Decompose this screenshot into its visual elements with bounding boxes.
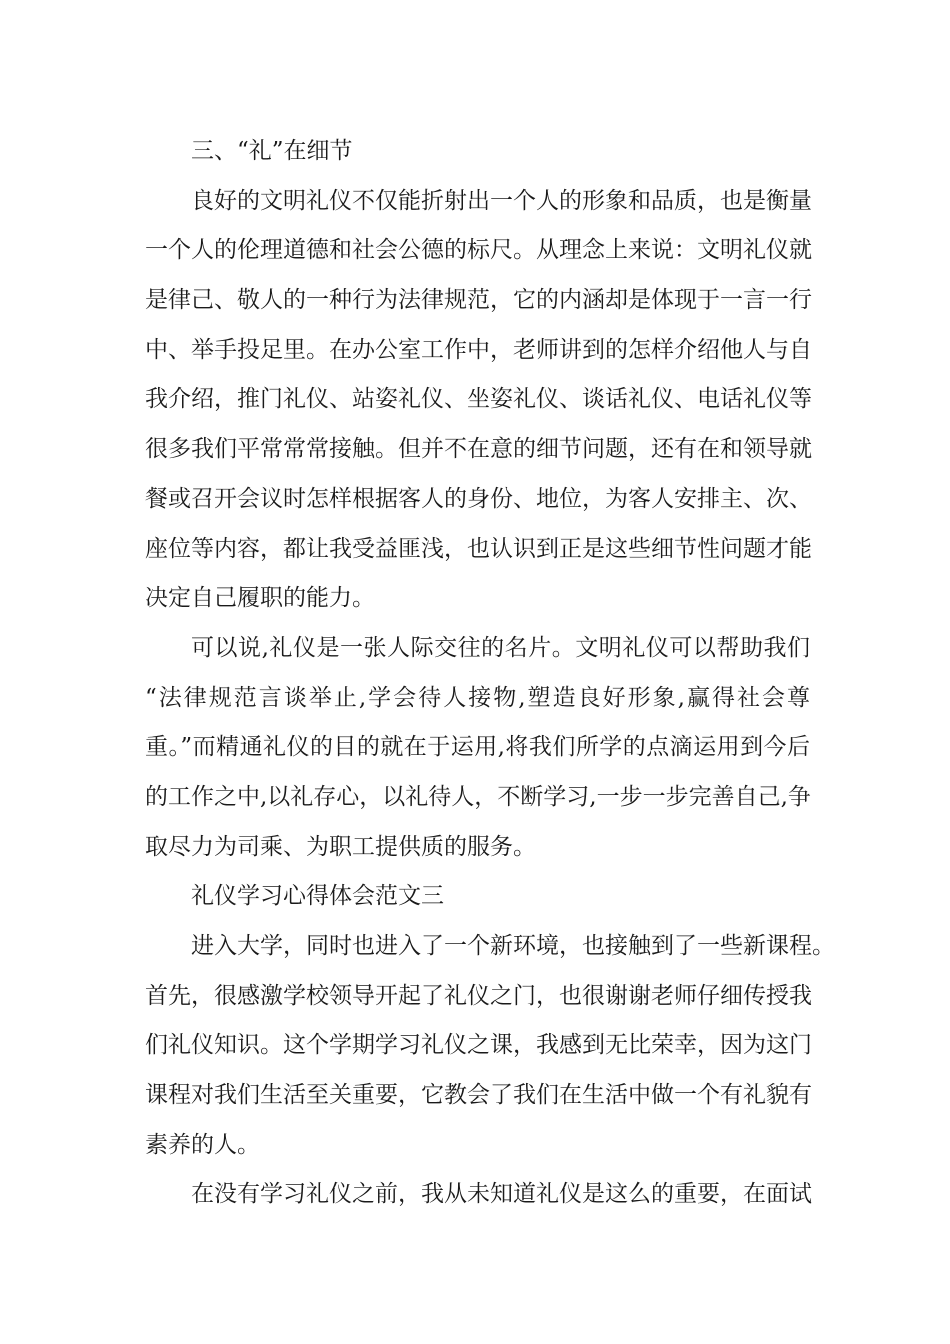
text-line: 我介绍，推门礼仪、站姿礼仪、坐姿礼仪、谈话礼仪、电话礼仪等 bbox=[145, 386, 812, 413]
document-page bbox=[145, 127, 835, 1220]
text-line: “法律规范言谈举止,学会待人接物,塑造良好形象,赢得社会尊 bbox=[145, 684, 810, 711]
text-line: 很多我们平常常常接触。但并不在意的细节问题，还有在和领导就 bbox=[145, 436, 812, 463]
text-line: 是律己、敬人的一种行为法律规范，它的内涵却是体现于一言一行 bbox=[145, 287, 812, 314]
text-line: 重。”而精通礼仪的目的就在于运用,将我们所学的点滴运用到今后 bbox=[145, 734, 810, 761]
section-heading: 礼仪学习心得体会范文三 bbox=[191, 883, 444, 910]
text-line: 可以说,礼仪是一张人际交往的名片。文明礼仪可以帮助我们 bbox=[191, 634, 810, 661]
text-line: 中、举手投足里。在办公室工作中，老师讲到的怎样介绍他人与自 bbox=[145, 336, 812, 363]
text-line: 决定自己履职的能力。 bbox=[145, 585, 375, 612]
section-heading: 三、“礼”在细节 bbox=[191, 138, 353, 164]
text-line: 餐或召开会议时怎样根据客人的身份、地位，为客人安排主、次、 bbox=[145, 485, 812, 512]
text-line: 进入大学，同时也进入了一个新环境，也接触到了一些新课程。 bbox=[191, 933, 835, 959]
text-line: 们礼仪知识。这个学期学习礼仪之课，我感到无比荣幸，因为这门 bbox=[145, 1032, 812, 1059]
text-line: 首先，很感激学校领导开起了礼仪之门，也很谢谢老师仔细传授我 bbox=[145, 982, 812, 1009]
text-line: 素养的人。 bbox=[145, 1131, 260, 1158]
text-line: 座位等内容，都让我受益匪浅，也认识到正是这些细节性问题才能 bbox=[145, 535, 812, 562]
text-line: 在没有学习礼仪之前，我从未知道礼仪是这么的重要，在面试 bbox=[191, 1181, 812, 1208]
text-line: 一个人的伦理道德和社会公德的标尺。从理念上来说：文明礼仪就 bbox=[145, 237, 812, 264]
text-line: 良好的文明礼仪不仅能折射出一个人的形象和品质，也是衡量 bbox=[191, 187, 812, 214]
text-line: 的工作之中,以礼存心，以礼待人，不断学习,一步一步完善自己,争 bbox=[145, 783, 811, 810]
text-line: 课程对我们生活至关重要，它教会了我们在生活中做一个有礼貌有 bbox=[145, 1082, 812, 1109]
text-line: 取尽力为司乘、为职工提供质的服务。 bbox=[145, 833, 536, 860]
